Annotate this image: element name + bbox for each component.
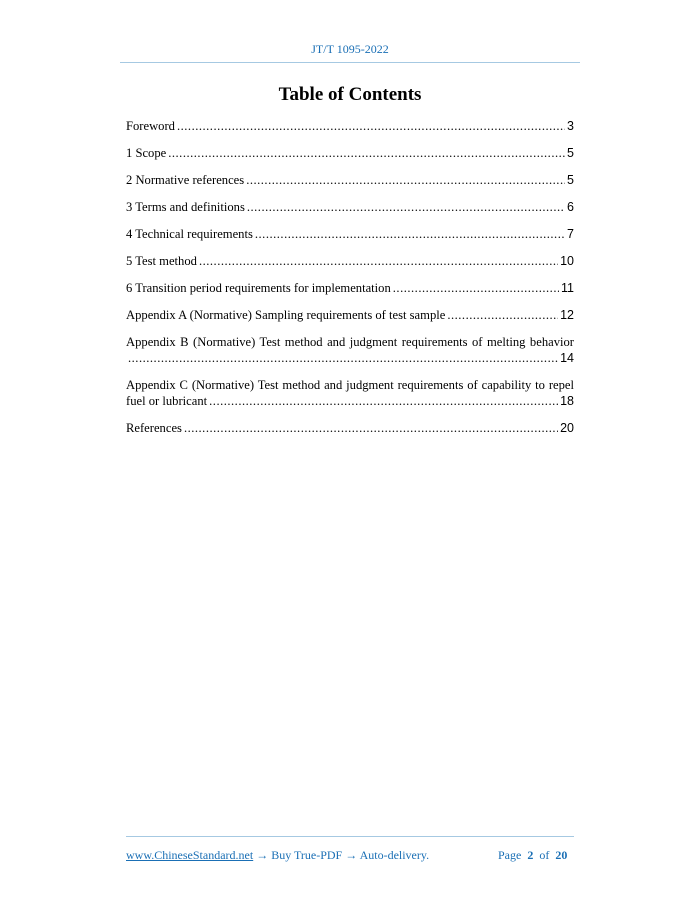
current-page: 2 xyxy=(527,848,534,862)
toc-entry-label-continued: fuel or lubricant xyxy=(126,394,208,408)
toc-entry-label: References xyxy=(126,421,182,435)
website-link[interactable]: www.ChineseStandard.net xyxy=(126,848,254,862)
toc-entry-appendix-c[interactable] xyxy=(126,377,574,409)
toc-entry-test-method[interactable] xyxy=(126,253,574,269)
toc-entry-label: 1 Scope xyxy=(126,146,167,160)
toc-entry-label: Appendix A (Normative) Sampling requirements of test sample xyxy=(126,308,446,322)
dot-leader xyxy=(447,307,558,323)
toc-entry-label: 4 Technical requirements xyxy=(126,227,253,241)
total-pages: 20 xyxy=(555,848,568,862)
dot-leader xyxy=(246,172,565,188)
dot-leader xyxy=(199,253,558,269)
toc-entry-label: 6 Transition period requirements for implementation xyxy=(126,281,391,295)
footer-promo xyxy=(126,848,429,863)
dot-leader xyxy=(255,226,565,242)
dot-leader xyxy=(184,420,558,436)
toc-entry-label: 3 Terms and definitions xyxy=(126,200,245,214)
toc-entry-normative-references[interactable] xyxy=(126,172,574,188)
footer-promo-text: → Buy True-PDF → Auto-delivery. xyxy=(253,848,430,862)
toc-page-number: 18 xyxy=(560,394,574,408)
toc-page-number: 14 xyxy=(560,351,574,365)
toc-entry-label: Foreword xyxy=(126,119,175,133)
toc-entry-technical-requirements[interactable] xyxy=(126,226,574,242)
toc-page-number: 12 xyxy=(560,308,574,322)
toc-entry-terms-definitions[interactable] xyxy=(126,199,574,215)
toc-entry-appendix-a[interactable] xyxy=(126,307,574,323)
toc-page-number: 11 xyxy=(561,281,574,295)
dot-leader xyxy=(128,350,558,366)
toc-entry-appendix-b[interactable] xyxy=(126,334,574,366)
toc-page-number: 3 xyxy=(567,119,574,133)
page-counter xyxy=(498,848,567,863)
toc-entry-label: Appendix B (Normative) Test method and judgment requirements of melting behavior xyxy=(126,335,574,349)
dot-leader xyxy=(209,393,558,409)
toc-entry-references[interactable] xyxy=(126,420,574,436)
page-header-code: JT/T 1095-2022 xyxy=(311,42,389,56)
toc-entry-scope[interactable] xyxy=(126,145,574,161)
toc-page-number: 5 xyxy=(567,173,574,187)
toc-page-number: 7 xyxy=(567,227,574,241)
toc-page-number: 5 xyxy=(567,146,574,160)
table-of-contents xyxy=(126,118,574,447)
toc-page-number: 10 xyxy=(560,254,574,268)
toc-page-number: 20 xyxy=(560,421,574,435)
page-of-label: of xyxy=(539,848,550,862)
page-label: Page xyxy=(498,848,522,862)
toc-page-number: 6 xyxy=(567,200,574,214)
toc-entry-label: 2 Normative references xyxy=(126,173,245,187)
toc-title: Table of Contents xyxy=(278,84,422,105)
footer-divider xyxy=(126,836,574,837)
toc-entry-label: Appendix C (Normative) Test method and judgment requirements of capability to repel xyxy=(126,378,574,392)
toc-entry-label: 5 Test method xyxy=(126,254,197,268)
header-divider xyxy=(120,62,580,63)
dot-leader xyxy=(393,280,559,296)
toc-entry-transition-period[interactable] xyxy=(126,280,574,296)
dot-leader xyxy=(168,145,565,161)
dot-leader xyxy=(247,199,565,215)
toc-entry-foreword[interactable] xyxy=(126,118,574,134)
dot-leader xyxy=(177,118,565,134)
